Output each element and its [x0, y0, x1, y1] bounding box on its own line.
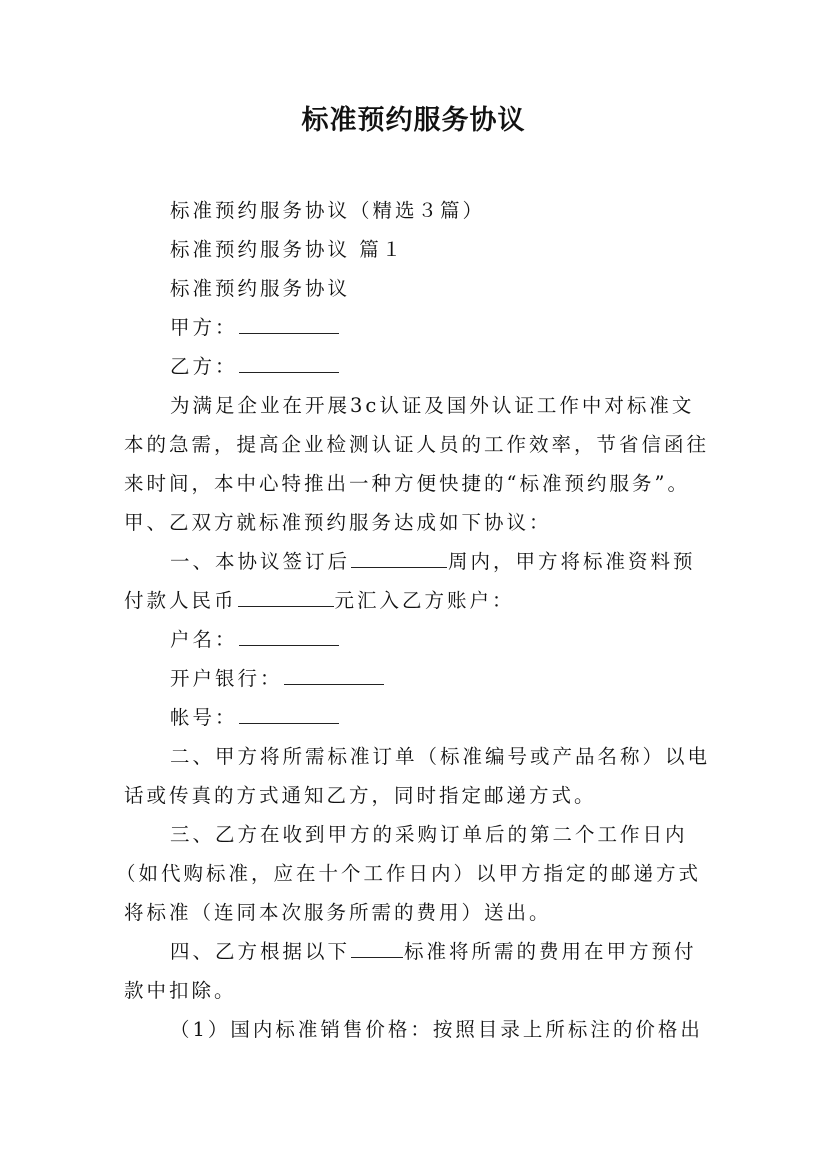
- document-title: 标准预约服务协议: [301, 105, 526, 136]
- text: 将标准（连同本次服务所需的费用）送出。: [124, 901, 552, 924]
- party-a-line: [170, 313, 750, 343]
- text: 标准预约服务协议 篇１: [170, 238, 405, 261]
- clause-4-line: [124, 976, 704, 1006]
- paragraph-line: [124, 508, 704, 538]
- label: 甲方：: [170, 316, 238, 339]
- text: 为满足企业在开展3c认证及国外认证工作中对标准文: [170, 394, 695, 417]
- text: （1）国内标准销售价格：按照目录上所标注的价格出: [170, 1018, 703, 1041]
- clause-3-line: [124, 898, 704, 928]
- fill-blank: [239, 354, 339, 373]
- label: 帐号：: [170, 706, 238, 729]
- clause-2-line: [170, 742, 750, 772]
- text: 标准预约服务协议（精选３篇）: [170, 199, 486, 222]
- paragraph-line: [124, 469, 704, 499]
- text: 元汇入乙方账户：: [334, 589, 515, 612]
- label: 户名：: [170, 628, 238, 651]
- text: 话或传真的方式通知乙方，同时指定邮递方式。: [124, 784, 597, 807]
- account-number-line: [170, 703, 750, 733]
- text: 付款人民币: [124, 589, 237, 612]
- clause-4-line: [170, 937, 750, 967]
- text: 甲、乙双方就标准预约服务达成如下协议：: [124, 511, 552, 534]
- fill-blank: [238, 588, 334, 607]
- text: 款中扣除。: [124, 979, 237, 1002]
- text: 标准预约服务协议: [170, 277, 351, 300]
- clause-4-item-1: [170, 1015, 750, 1045]
- subtitle-line: [170, 196, 750, 226]
- fill-blank: [239, 705, 339, 724]
- clause-2-line: [124, 781, 704, 811]
- paragraph-line: [124, 430, 710, 460]
- party-b-line: [170, 352, 750, 382]
- text: （如代购标准，应在十个工作日内）以甲方指定的邮递方式: [116, 862, 702, 885]
- bank-line: [170, 664, 750, 694]
- fill-blank: [351, 549, 447, 568]
- text: 周内，甲方将标准资料预: [448, 550, 696, 573]
- text: 三、乙方在收到甲方的采购订单后的第二个工作日内: [170, 823, 688, 846]
- fill-blank: [239, 627, 339, 646]
- section-heading: [170, 235, 750, 265]
- clause-1-line: [124, 586, 704, 616]
- text: 一、本协议签订后: [170, 550, 351, 573]
- paragraph-line: [170, 391, 750, 421]
- text: 二、甲方将所需标准订单（标准编号或产品名称）以电: [170, 745, 711, 768]
- text: 标准将所需的费用在甲方预付: [404, 940, 697, 963]
- text: 四、乙方根据以下: [170, 940, 351, 963]
- fill-blank: [284, 666, 384, 685]
- clause-1-line: [170, 547, 750, 577]
- text: 来时间，本中心特推出一种方便快捷的“标准预约服务”。: [124, 472, 690, 495]
- label: 开户银行：: [170, 667, 283, 690]
- fill-blank: [351, 939, 403, 958]
- text: 本的急需，提高企业检测认证人员的工作效率，节省信函往: [124, 433, 710, 456]
- account-name-line: [170, 625, 750, 655]
- clause-3-line: [170, 820, 750, 850]
- agreement-name: [170, 274, 750, 304]
- clause-3-line: [116, 859, 702, 889]
- label: 乙方：: [170, 355, 238, 378]
- fill-blank: [239, 315, 339, 334]
